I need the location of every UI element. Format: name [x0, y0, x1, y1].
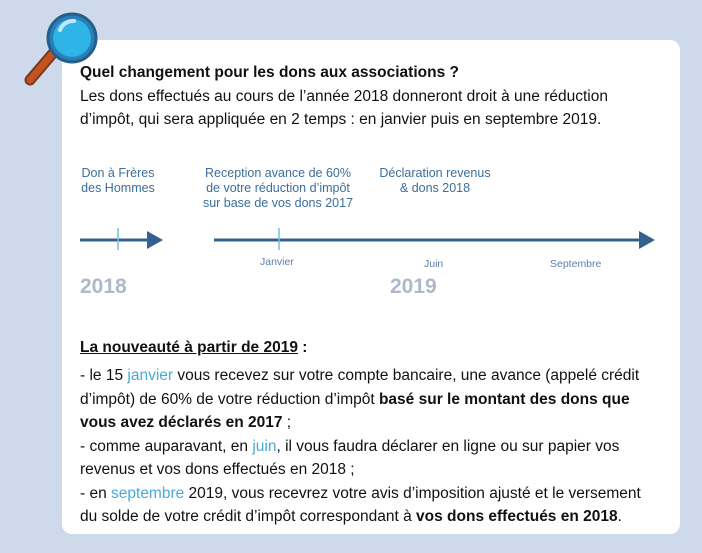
- highlight-septembre: septembre: [111, 484, 185, 502]
- timeline-label-line: Déclaration revenus: [379, 166, 491, 180]
- month-juin: Juin: [424, 258, 444, 270]
- timeline-label-line: Reception avance de 60%: [205, 166, 351, 180]
- section-title-colon: :: [297, 339, 308, 356]
- list-item-janvier: [80, 364, 660, 435]
- text-run: - le 15: [80, 367, 128, 384]
- text-run: vous recevez sur votre compte bancaire, une avance (appelé crédit d’impôt) de 60% de votre réduction d’impôt: [80, 367, 640, 408]
- text-run: 2019, vous recevrez votre avis d’imposition ajusté et le versement du solde de votre crédit d’impôt correspondant à: [80, 484, 641, 525]
- timeline-label-line: & dons 2018: [399, 181, 471, 195]
- list-item-septembre: [80, 482, 660, 529]
- text-run: - en: [80, 484, 112, 502]
- timeline-label-line: de votre réduction d’impôt: [206, 181, 350, 195]
- section-title: [80, 339, 307, 357]
- bold-run: basé sur le montant des dons que vous avez déclarés en 2017: [80, 390, 630, 431]
- text-run: - comme auparavant, en: [80, 437, 253, 455]
- page-title: Quel changement pour les dons aux associations ?: [80, 64, 459, 81]
- timeline-arrow-2018-head: [147, 231, 163, 249]
- highlight-janvier: janvier: [127, 367, 174, 384]
- highlight-juin: juin: [252, 437, 277, 455]
- timeline-label-line: Don à Frères: [81, 166, 155, 180]
- year-2018: 2018: [80, 275, 127, 298]
- list-item-juin: [80, 435, 660, 482]
- month-janvier: Janvier: [260, 256, 294, 268]
- month-septembre: Septembre: [550, 258, 602, 270]
- changes-list: [80, 364, 660, 529]
- text-run: .: [617, 508, 622, 525]
- timeline-label-line: sur base de vos dons 2017: [202, 196, 354, 210]
- timeline-arrow-2019-head: [639, 231, 655, 249]
- text-run: , il vous faudra déclarer en ligne ou sur papier vos revenus et vos dons effectués en 2018 ;: [80, 437, 620, 478]
- text-run: ;: [282, 414, 292, 431]
- intro-text: Les dons effectués au cours de l’année 2018 donneront droit à une réduction d’impôt, qui sera appliquée en 2 temps : en janvier puis en septembre 2019.: [80, 88, 608, 128]
- bold-run: vos dons effectués en 2018: [416, 508, 618, 525]
- year-2019: 2019: [390, 275, 437, 298]
- section-title-text: La nouveauté à partir de 2019: [80, 339, 298, 356]
- timeline-label-line: des Hommes: [81, 181, 155, 195]
